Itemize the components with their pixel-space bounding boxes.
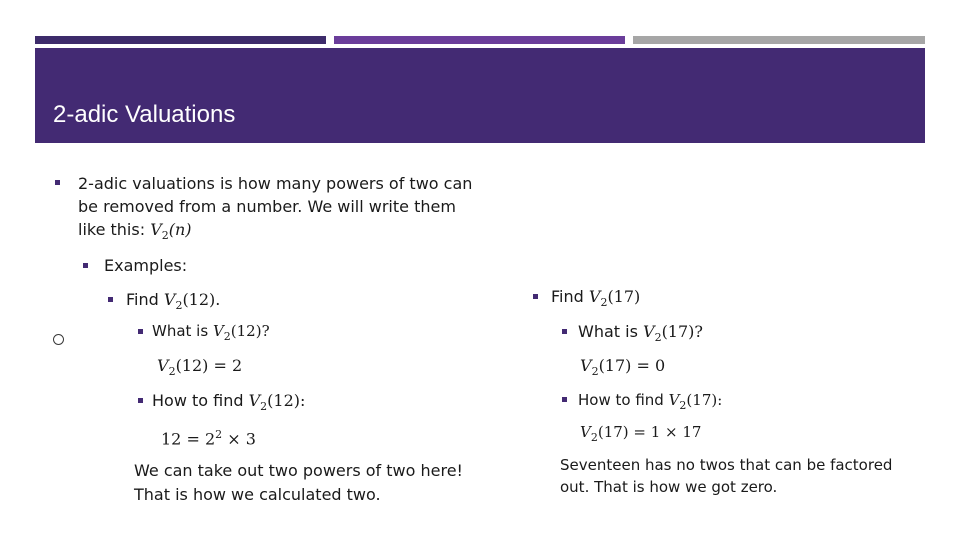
right-q2-prefix: How to find bbox=[578, 391, 669, 409]
left-q1-sub: 2 bbox=[223, 330, 231, 343]
right-find-v: V bbox=[588, 287, 601, 306]
left-q2-v: V bbox=[248, 391, 261, 410]
accent-bar-middle bbox=[334, 36, 625, 44]
left-note-line-2: That is how we calculated two. bbox=[134, 485, 381, 504]
right-answer bbox=[580, 354, 665, 383]
right-find-bullet-marker bbox=[533, 294, 538, 299]
intro-line-2: be removed from a number. We will write them bbox=[78, 197, 456, 216]
intro-line-3-prefix: like this: bbox=[78, 220, 151, 239]
right-find-arg: (17) bbox=[607, 287, 641, 306]
intro-line-1: 2-adic valuations is how many powers of two can bbox=[78, 174, 473, 193]
right-find-prefix: Find bbox=[551, 287, 589, 306]
right-note-line-1: Seventeen has no twos that can be factored bbox=[560, 456, 893, 474]
right-factor-v: V bbox=[580, 423, 591, 441]
examples-bullet-marker bbox=[83, 263, 88, 268]
right-factorization bbox=[580, 421, 701, 449]
accent-bar-right bbox=[633, 36, 925, 44]
intro-line-3 bbox=[78, 218, 192, 247]
left-q2-sub: 2 bbox=[260, 400, 268, 414]
left-find-sub: 2 bbox=[175, 299, 183, 313]
left-factor-left: 12 = 2 bbox=[161, 429, 216, 449]
left-factor-right: × 3 bbox=[222, 429, 256, 449]
right-factor-sub: 2 bbox=[590, 431, 598, 444]
right-find-sub: 2 bbox=[600, 296, 608, 310]
left-a1-v: V bbox=[157, 356, 169, 375]
left-answer bbox=[157, 354, 242, 383]
right-q1-bullet-marker bbox=[562, 329, 567, 334]
left-factorization bbox=[161, 423, 256, 450]
right-a1-v: V bbox=[580, 356, 592, 375]
intro-math-v: V bbox=[150, 220, 162, 239]
right-find-heading bbox=[551, 285, 640, 314]
left-a1-sub: 2 bbox=[168, 365, 176, 379]
right-q1-arg: (17)? bbox=[661, 322, 703, 341]
left-find-arg: (12). bbox=[182, 290, 221, 309]
left-find-bullet-marker bbox=[108, 297, 113, 302]
right-q1-sub: 2 bbox=[654, 331, 662, 345]
right-a1-rest: (17) = 0 bbox=[598, 356, 666, 375]
right-q2-bullet-marker bbox=[562, 397, 567, 402]
right-note-line-2: out. That is how we got zero. bbox=[560, 478, 778, 496]
examples-label: Examples: bbox=[104, 256, 188, 275]
left-q1-bullet-marker bbox=[138, 329, 143, 334]
right-q2-sub: 2 bbox=[679, 399, 687, 412]
left-q1-v: V bbox=[212, 322, 224, 340]
slide-title: 2-adic Valuations bbox=[53, 101, 236, 128]
left-q2-bullet-marker bbox=[138, 398, 143, 403]
left-find-heading bbox=[126, 288, 220, 317]
left-find-prefix: Find bbox=[126, 290, 164, 309]
title-band bbox=[35, 48, 925, 143]
left-a1-rest: (12) = 2 bbox=[175, 356, 243, 375]
intro-math-arg: (n) bbox=[168, 220, 192, 239]
intro-math-sub: 2 bbox=[161, 229, 169, 243]
hollow-bullet-marker bbox=[53, 334, 64, 345]
left-q2-prefix: How to find bbox=[152, 391, 249, 410]
left-q1-arg: (12)? bbox=[230, 322, 270, 340]
right-q2-arg: (17): bbox=[686, 391, 723, 409]
right-a1-sub: 2 bbox=[591, 365, 599, 379]
right-q2-v: V bbox=[668, 391, 680, 409]
left-q2-arg: (12): bbox=[267, 391, 306, 410]
right-q1-prefix: What is bbox=[578, 322, 643, 341]
left-find-v: V bbox=[163, 290, 176, 309]
intro-bullet-marker bbox=[55, 180, 60, 185]
right-factor-rest: (17) = 1 × 17 bbox=[597, 423, 702, 441]
left-note-line-1: We can take out two powers of two here! bbox=[134, 461, 463, 480]
right-question-how-to-find bbox=[578, 389, 722, 417]
accent-bar-left bbox=[35, 36, 326, 44]
left-question-how-to-find bbox=[152, 389, 305, 418]
left-q1-prefix: What is bbox=[152, 322, 213, 340]
left-question-what-is bbox=[152, 320, 270, 348]
right-q1-v: V bbox=[643, 322, 655, 341]
right-question-what-is bbox=[578, 320, 703, 349]
left-factor-exp: 2 bbox=[215, 428, 223, 441]
